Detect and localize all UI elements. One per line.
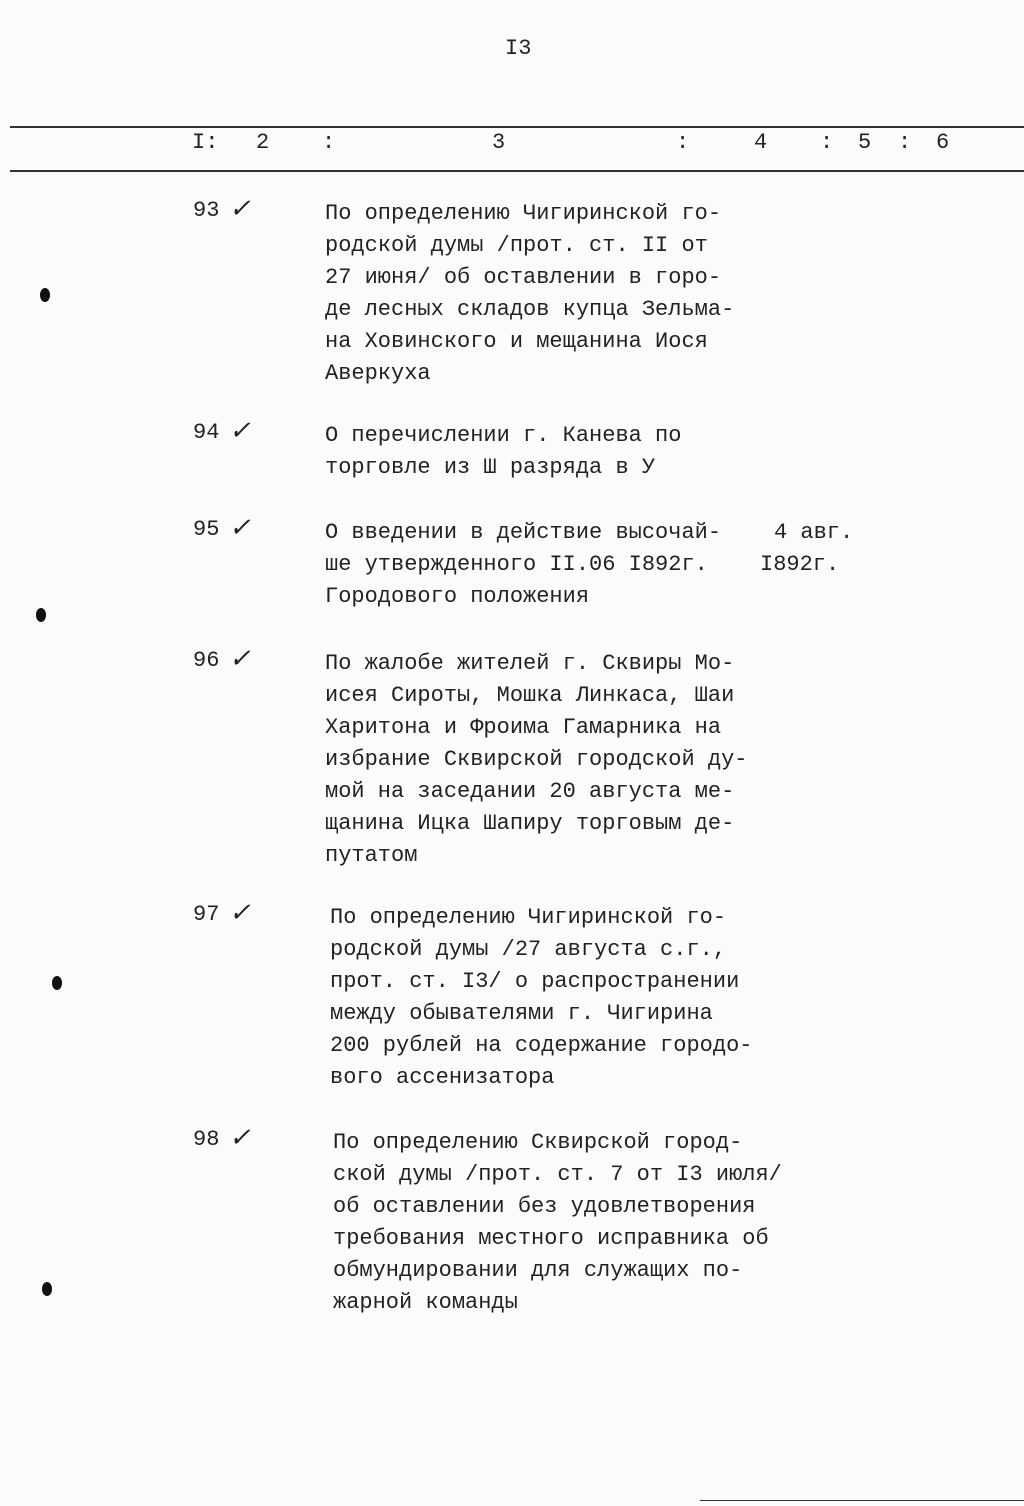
entry-date: [760, 517, 853, 581]
entry-description: [333, 1127, 782, 1319]
entry-line: По определению Чигиринской го-: [325, 201, 722, 226]
header-sep: :: [898, 130, 912, 155]
entry-line: О введении в действие высочай-: [325, 520, 722, 545]
header-col1: I:: [192, 130, 219, 155]
entry-line: мой на заседании 20 августа ме-: [325, 779, 735, 804]
entry-line: Харитона и Фроима Гамарника на: [325, 715, 722, 740]
header-col5: 5: [858, 130, 872, 155]
punch-hole-mark: [36, 608, 46, 622]
entry-line: 200 рублей на содержание городо-: [330, 1033, 753, 1058]
entry-line: По определению Чигиринской го-: [330, 905, 727, 930]
entry-line: Городового положения: [325, 584, 590, 609]
checkmark-icon: ✓: [229, 898, 251, 928]
entry-line: ской думы /прот. ст. 7 от I3 июля/: [333, 1162, 782, 1187]
header-col4: 4: [754, 130, 768, 155]
header-top-rule: [10, 126, 1024, 128]
bottom-rule: [700, 1500, 1024, 1501]
entry-line: О перечислении г. Канева по: [325, 423, 682, 448]
entry-line: ше утвержденного II.06 I892г.: [325, 552, 708, 577]
entry-description: [325, 420, 765, 484]
punch-hole-mark: [52, 976, 62, 990]
header-sep: :: [676, 130, 690, 155]
checkmark-icon: ✓: [229, 1123, 251, 1153]
entry-line: жарной команды: [333, 1290, 518, 1315]
entry-line: щанина Ицка Шапиру торговым де-: [325, 811, 735, 836]
entry-line: об оставлении без удовлетворения: [333, 1194, 756, 1219]
header-col3: 3: [492, 130, 506, 155]
entry-number: 97: [193, 902, 220, 927]
entry-number: 96: [193, 648, 220, 673]
date-line: 4 авг.: [774, 520, 854, 545]
entry-description: [325, 517, 765, 613]
entry-line: на Ховинского и мещанина Иося: [325, 329, 708, 354]
entry-description: [325, 648, 765, 872]
entry-line: 27 июня/ об оставлении в горо-: [325, 265, 722, 290]
punch-hole-mark: [42, 1282, 52, 1296]
entry-number: 93: [193, 198, 220, 223]
page-number: I3: [505, 36, 532, 61]
entry-line: избрание Сквирской городской ду-: [325, 747, 748, 772]
date-line: I892г.: [760, 552, 840, 577]
entry-number: 95: [193, 517, 220, 542]
entry-number: 98: [193, 1127, 220, 1152]
entry-line: требования местного исправника об: [333, 1226, 769, 1251]
entry-description: [325, 198, 765, 390]
entry-line: родской думы /27 августа с.г.,: [330, 937, 727, 962]
checkmark-icon: ✓: [229, 416, 251, 446]
punch-hole-mark: [40, 288, 50, 302]
entry-description: [330, 902, 770, 1094]
entry-line: путатом: [325, 843, 418, 868]
checkmark-icon: ✓: [229, 513, 251, 543]
entry-line: де лесных складов купца Зельма-: [325, 297, 735, 322]
checkmark-icon: ✓: [229, 644, 251, 674]
entry-line: По определению Сквирской город-: [333, 1130, 743, 1155]
entry-line: По жалобе жителей г. Сквиры Мо-: [325, 651, 735, 676]
entry-line: Аверкуха: [325, 361, 431, 386]
header-col6: 6: [936, 130, 950, 155]
entry-line: вого ассенизатора: [330, 1065, 555, 1090]
entry-line: исея Сироты, Мошка Линкаса, Шаи: [325, 683, 735, 708]
checkmark-icon: ✓: [229, 194, 251, 224]
entry-line: между обывателями г. Чигирина: [330, 1001, 713, 1026]
entry-line: торговле из Ш разряда в У: [325, 455, 656, 480]
entry-line: родской думы /прот. ст. II от: [325, 233, 708, 258]
header-col2: 2: [256, 130, 270, 155]
header-sep: :: [820, 130, 834, 155]
entry-number: 94: [193, 420, 220, 445]
header-bottom-rule: [10, 170, 1024, 172]
entry-line: прот. ст. I3/ о распространении: [330, 969, 740, 994]
entry-line: обмундировании для служащих по-: [333, 1258, 743, 1283]
header-sep: :: [322, 130, 336, 155]
